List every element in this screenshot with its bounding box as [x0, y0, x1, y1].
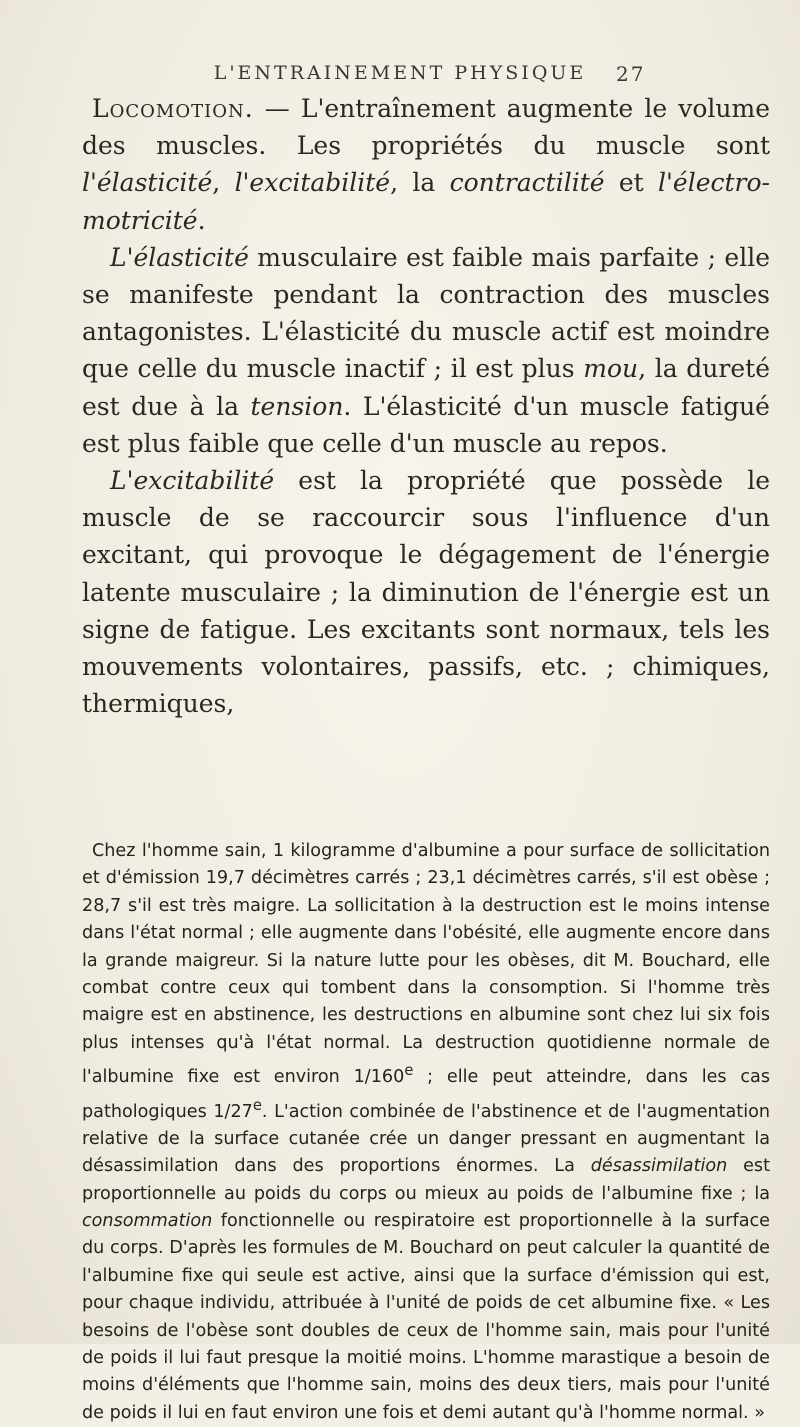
text-run: ,: [212, 168, 235, 198]
main-text: [82, 90, 770, 722]
term-tension: tension: [250, 391, 344, 421]
term-consommation: consommation: [82, 1211, 213, 1231]
running-title: L'ENTRAINEMENT PHYSIQUE: [213, 62, 587, 84]
term-mou: mou: [583, 354, 639, 384]
page-header: [0, 62, 800, 92]
term-electromotricity: l'électro-motricité: [82, 168, 770, 235]
term-contractility: contractilité: [449, 168, 605, 198]
text-run: musculaire est faible mais parfaite ; elle se manifeste pendant la contraction des muscles antagonistes. L'élasticité du muscle actif est moindre que celle du muscle inactif ; il est plus: [82, 242, 770, 384]
paragraph-excitability: [82, 462, 770, 722]
text-run: . L'élasticité d'un muscle fatigué est plus faible que celle d'un muscle au repos.: [82, 391, 770, 458]
term-excitability: l'excitabilité: [234, 168, 391, 198]
text-run: ; elle peut atteindre, dans les cas pathologiques 1/27: [82, 1067, 770, 1122]
section-lead: Locomotion.: [92, 94, 254, 123]
text-run: est la propriété que possède le muscle de se raccourcir sous l'influence d'un excitant, qui provoque le dégagement de l'énergie latente musculaire ; la diminution de l'énergie est un signe de fatigue. Les excitants sont normaux, tels les mouvements volontaires, passifs, etc. ; chimiques, thermiques,: [82, 466, 770, 719]
text-run: . L'action combinée de l'abstinence et de l'augmentation relative de la surface cutanée crée un danger pressant en augmentant la désassimilation dans des proportions énormes. La: [82, 1101, 770, 1177]
text-run: , la dureté est due à la: [82, 354, 770, 421]
text-run: Chez l'homme sain, 1 kilogramme d'albumine a pour surface de sollicitation et d'émission 19,7 décimètres carrés ; 23,1 décimètres carrés, s'il est obèse ; 28,7 s'il est très maigre. La sollicitation à la destruction est le moins intense dans l'état normal ; elle augmente dans l'obésité, elle augmente encore dans la grande maigreur. Si la nature lutte pour les obèses, dit M. Bouchard, elle combat contre ceux qui tombent dans la consomption. Si l'homme très maigre est en abstinence, les destructions en albumine sont chez lui six fois plus intenses qu'à l'état normal. La destruction quotidienne normale de l'albumine fixe est environ 1/160: [82, 841, 770, 1088]
text-run: est proportionnelle au poids du corps ou mieux au poids de l'albumine fixe ; la: [82, 1156, 770, 1204]
text-run: — L'entraînement augmente le volume des muscles. Les propriétés du muscle sont: [82, 94, 770, 161]
text-run: et: [604, 168, 659, 198]
small-print-note: [82, 838, 770, 1427]
term-elasticity: l'élasticité: [82, 168, 213, 198]
term-elasticity: L'élasticité: [110, 242, 249, 272]
note-paragraph: [82, 838, 770, 1427]
text-run: , la: [390, 168, 450, 198]
term-excitability: L'excitabilité: [110, 466, 275, 496]
superscript: e: [252, 1096, 262, 1114]
term-desassimilation: désassimilation: [590, 1156, 728, 1177]
paragraph-elasticity: [82, 239, 770, 462]
text-run: .: [197, 205, 206, 235]
text-run: fonctionnelle ou respiratoire est proportionnelle à la surface du corps. D'après les formules de M. Bouchard on peut calculer la quantité de l'albumine fixe qui seule est active, ainsi que la surface d'émission qui est, pour chaque individu, attribuée à l'unité de poids de cet albumine fixe. « Les besoins de l'obèse sont doubles de ceux de l'homme sain, mais pour l'unité de poids il lui faut presque la moitié moins. L'homme marastique a besoin de moins d'éléments que l'homme sain, moins des deux tiers, mais pour l'unité de poids il lui en faut environ une fois et demi autant qu'à l'homme normal. »: [82, 1211, 770, 1423]
paragraph-locomotion: [82, 90, 770, 239]
superscript: e: [404, 1062, 414, 1080]
page-number: 27: [616, 62, 646, 86]
